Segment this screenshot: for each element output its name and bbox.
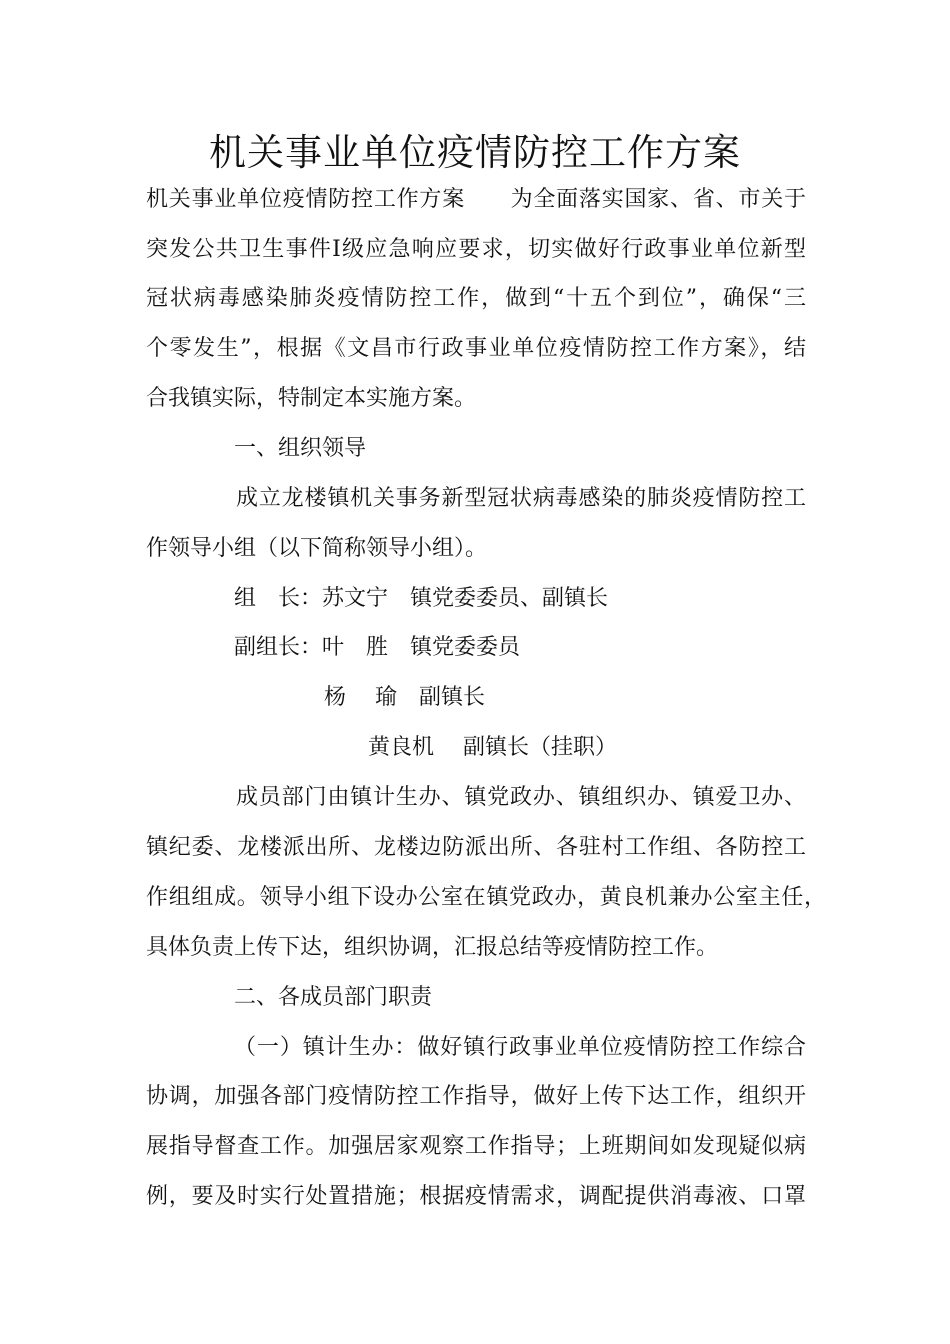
paragraph-line: （一）镇计生办：做好镇行政事业单位疫情防控工作综合 (234, 1035, 806, 1060)
section-heading: 一、组织领导 (234, 436, 367, 461)
paragraph-line: 成员部门由镇计生办、镇党政办、镇组织办、镇爱卫办、 (236, 785, 806, 810)
paragraph-line: 冠状病毒感染肺炎疫情防控工作，做到“十五个到位”，确保“三 (146, 286, 806, 311)
paragraph-line: 镇纪委、龙楼派出所、龙楼边防派出所、各驻村工作组、各防控工 (146, 835, 806, 860)
paragraph-line: 作领导小组（以下简称领导小组）。 (146, 536, 488, 561)
paragraph-line: 突发公共卫生事件Ⅰ级应急响应要求，切实做好行政事业单位新型 (146, 237, 806, 262)
deputy-leader-line: 副组长：叶 胜 镇党委委员 (234, 635, 521, 660)
paragraph-line: 协调，加强各部门疫情防控工作指导，做好上传下达工作，组织开 (146, 1084, 806, 1109)
deputy-leader-line: 杨 瑜 副镇长 (324, 685, 485, 710)
paragraph-line: 成立龙楼镇机关事务新型冠状病毒感染的肺炎疫情防控工 (236, 486, 806, 511)
paragraph-line: 个零发生”，根据《文昌市行政事业单位疫情防控工作方案》，结 (146, 336, 806, 361)
deputy-leader-line: 黄良机 副镇长（挂职） (368, 735, 617, 760)
paragraph-line: 具体负责上传下达，组织协调，汇报总结等疫情防控工作。 (146, 935, 719, 960)
section-heading: 二、各成员部门职责 (234, 985, 433, 1010)
paragraph-line: 作组组成。领导小组下设办公室在镇党政办，黄良机兼办公室主任， (146, 885, 826, 910)
paragraph-line: 机关事业单位疫情防控工作方案 为全面落实国家、省、市关于 (146, 187, 806, 212)
leader-line: 组 长：苏文宁 镇党委委员、副镇长 (234, 586, 609, 611)
document-title: 机关事业单位疫情防控工作方案 (209, 131, 741, 174)
paragraph-line: 例，要及时实行处置措施；根据疫情需求，调配提供消毒液、口罩 (146, 1184, 806, 1209)
paragraph-line: 合我镇实际，特制定本实施方案。 (146, 386, 477, 411)
paragraph-line: 展指导督查工作。加强居家观察工作指导；上班期间如发现疑似病 (146, 1134, 806, 1159)
